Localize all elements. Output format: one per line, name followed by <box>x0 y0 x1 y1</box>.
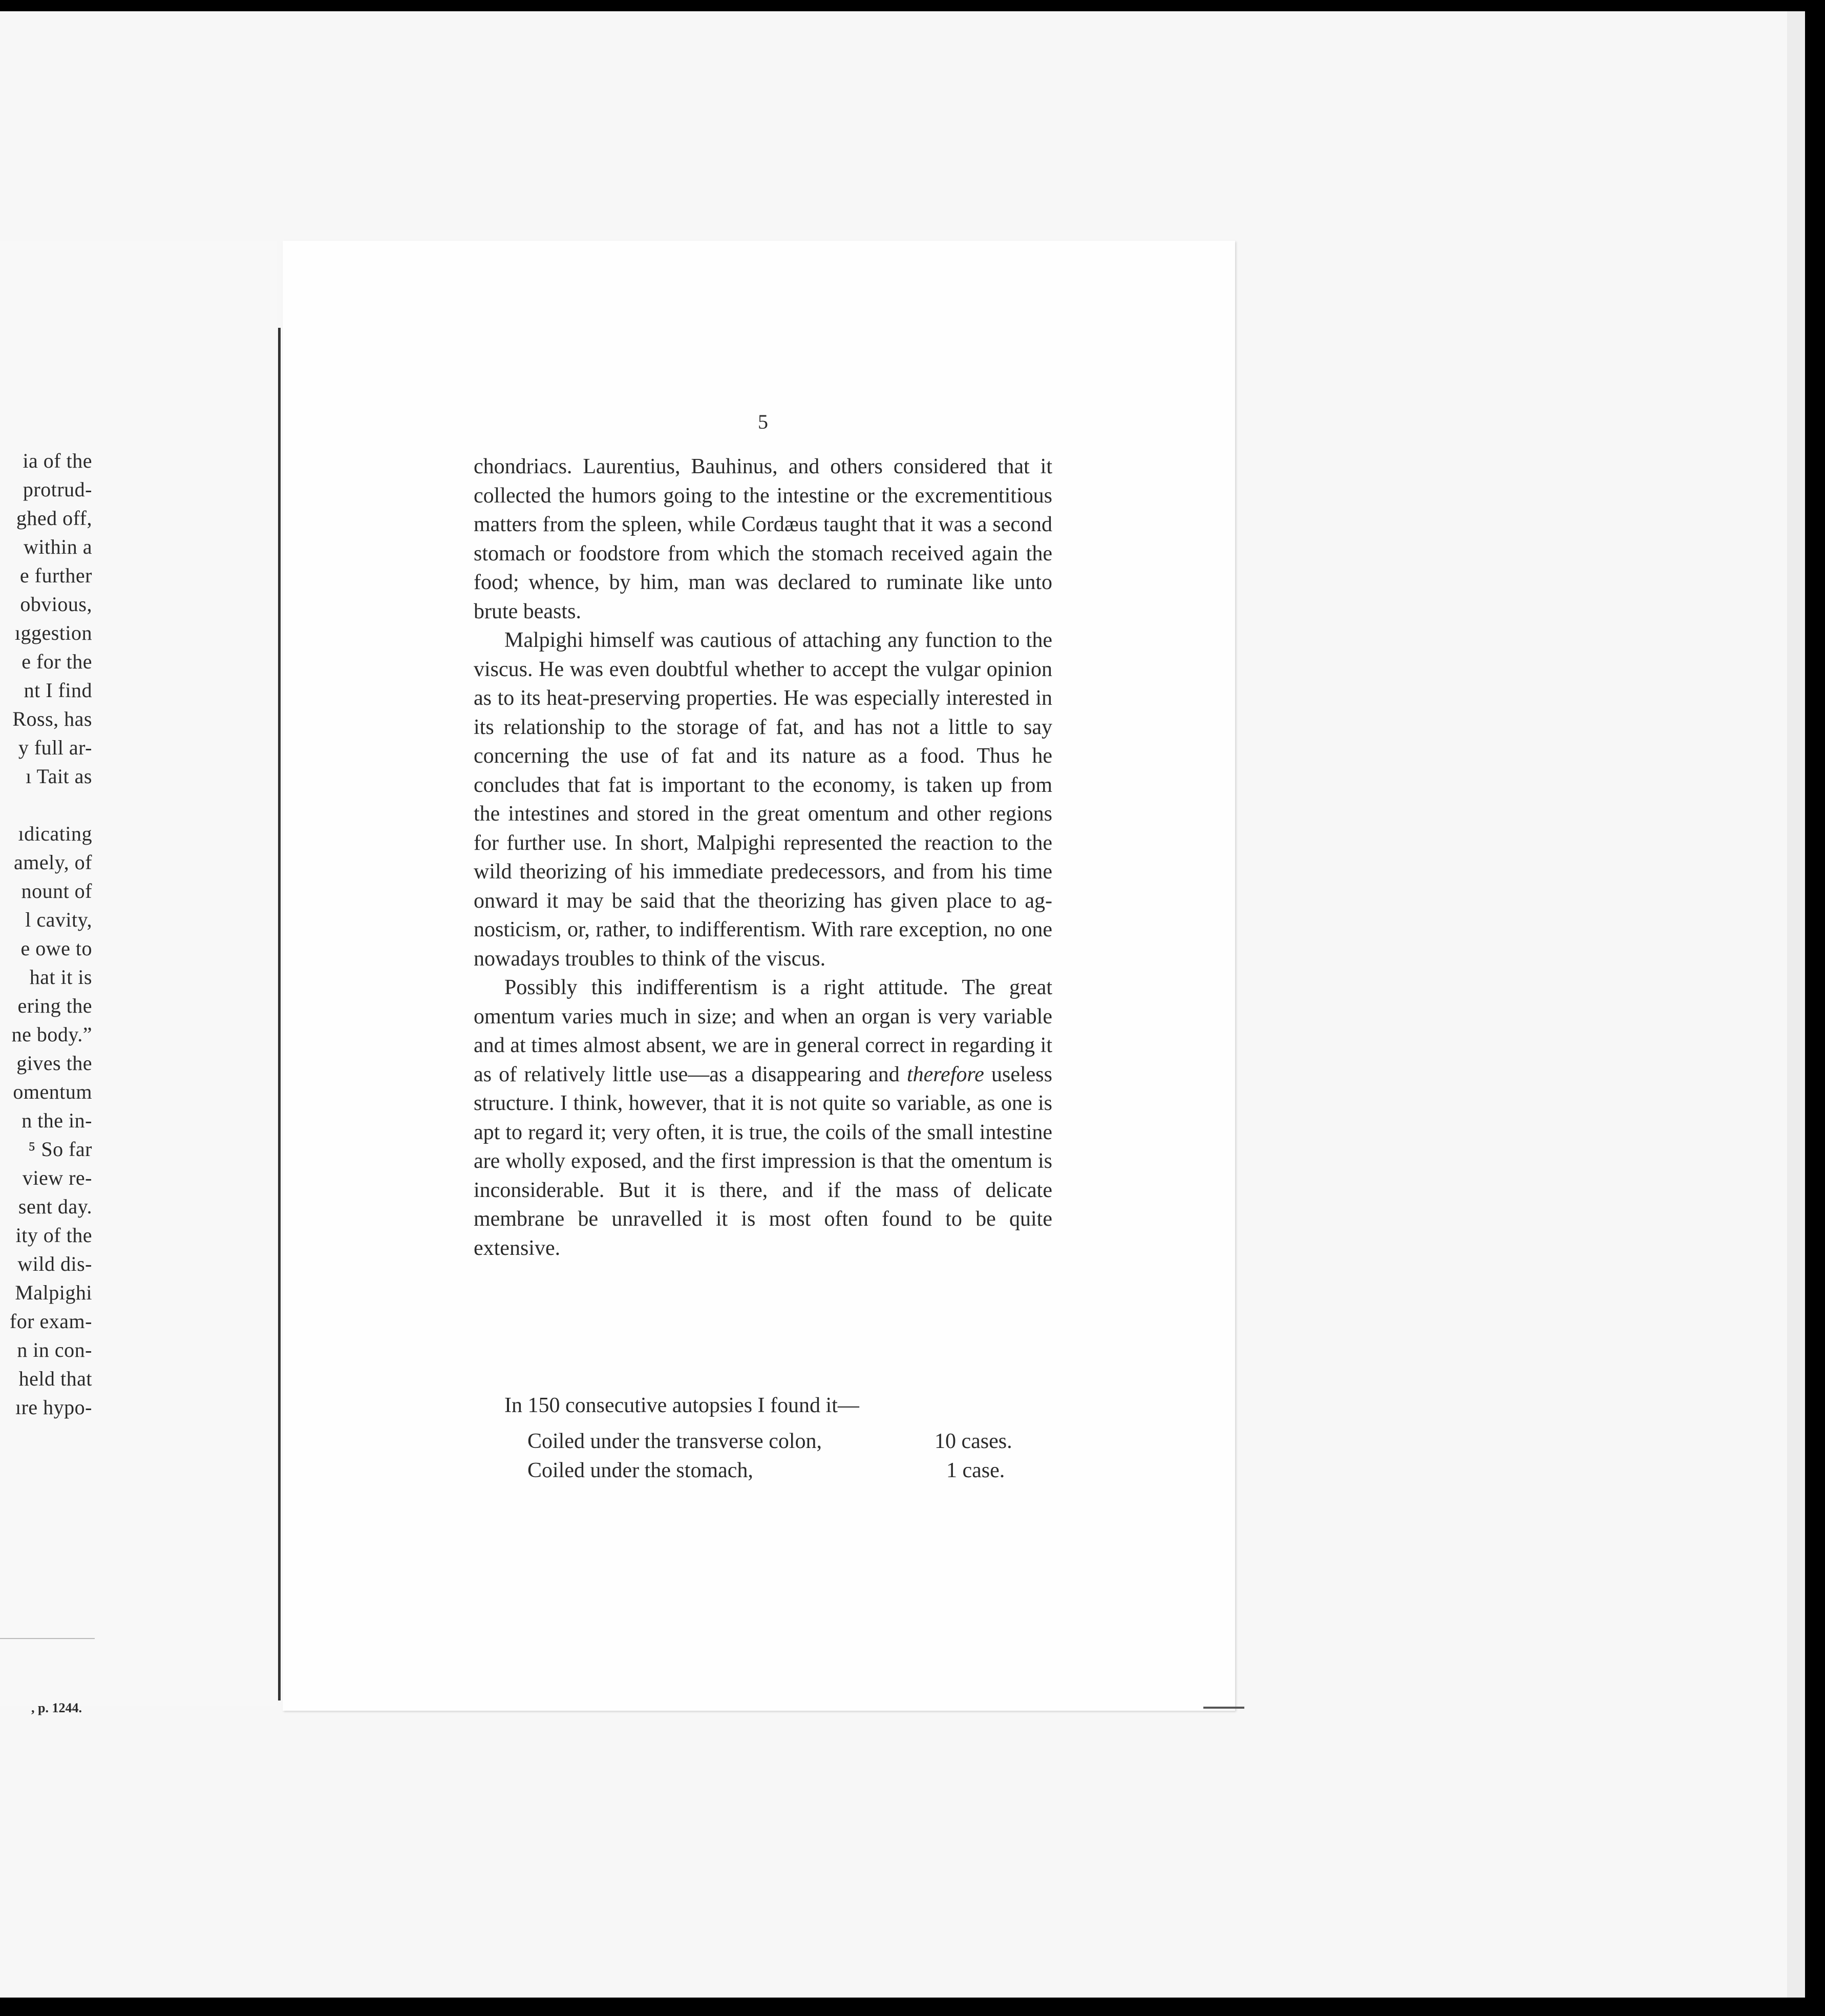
page-number: 5 <box>758 410 768 433</box>
left-page-line: amely, of <box>14 851 92 874</box>
left-page-line: e further <box>19 564 92 587</box>
paragraph-1: chondriacs. Laurentius, Bauhinus, and others considered that it collected the humors going to the intestine or the excrementitious matters from the spleen, while Cordæus taught that it was a second stomach or foodstore from which the stomach received again the food; whence, by him, man was declared to ruminate like unto brute beasts. <box>474 455 1052 623</box>
paragraph-3 <box>474 973 1052 1263</box>
left-page-line: Malpighi <box>15 1281 92 1304</box>
gutter-shadow-line <box>278 328 281 1700</box>
scan-border-right <box>1805 0 1825 2016</box>
left-page-footnote: , p. 1244. <box>31 1700 82 1715</box>
left-page-line: wild dis- <box>17 1252 92 1275</box>
left-page-line: y full ar- <box>18 736 92 759</box>
left-page-line: ıdicating <box>18 822 92 845</box>
left-page-line: gives the <box>16 1052 92 1075</box>
left-page-line: ering the <box>17 994 92 1017</box>
left-page-text-column <box>0 447 92 1422</box>
left-page-line: ghed off, <box>16 507 92 530</box>
scan-border-top <box>0 0 1825 11</box>
left-page-line: Ross, has <box>12 707 92 730</box>
left-page-line: ıre hypo- <box>15 1396 92 1419</box>
left-page-line: held that <box>18 1367 92 1390</box>
page-edge-mark <box>1203 1707 1244 1709</box>
left-page-line: ia of the <box>23 449 92 472</box>
left-page-line: ity of the <box>15 1224 92 1247</box>
left-facing-page <box>0 241 277 1715</box>
case-description: Coiled under the transverse colon, <box>527 1430 822 1453</box>
left-page-line: view re- <box>22 1166 92 1189</box>
left-page-line: hat it is <box>29 965 92 989</box>
left-page-line: n in con- <box>17 1338 92 1361</box>
left-page-line <box>0 791 92 820</box>
left-page-line: obvious, <box>20 593 92 616</box>
left-page-line: nt I find <box>24 679 92 702</box>
paragraph-2: Malpighi himself was cautious of attaching any function to the viscus. He was even doubtful whether to accept the vulgar opinion as to its heat-preserving properties. He was especially interested in its relationship to the storage of fat, and has not a little to say concerning the use of fat and its nature as a food. Thus he concludes that fat is important to the economy, is taken up from the intestines and stored in the great omentum and other regions for further use. In short, Malpighi represented the reaction to the wild theorizing of his immediate predecessors, and from his time onward it may be said that the theorizing has given place to agnosticism, or, rather, to indifferentism. With rare exception, no one nowadays troubles to think of the viscus. <box>474 628 1052 971</box>
body-text <box>474 452 1052 1263</box>
scan-border-bottom <box>0 1998 1825 2016</box>
left-page-line: ı Tait as <box>26 765 92 788</box>
emphasis-therefore: therefore <box>906 1062 984 1086</box>
left-page-line: e owe to <box>20 937 92 960</box>
paragraph-3-text: Possibly this indifferentism is a right attitude. The great omentum varies much in size; and when an organ is very variable and at times almost absent, we are in general correct in regarding it as of relatively little use—as a disappearing and <box>474 976 1052 1086</box>
left-page-line: ne body.” <box>11 1023 92 1046</box>
left-page-line: for exam- <box>9 1310 92 1333</box>
autopsy-intro: In 150 consecutive autopsies I found it— <box>504 1394 859 1417</box>
left-page-line: l cavity, <box>25 908 92 931</box>
footnote-rule <box>0 1638 95 1639</box>
case-description: Coiled under the stomach, <box>527 1459 753 1482</box>
left-page-line: protrud- <box>23 478 92 501</box>
left-page-line: omentum <box>13 1080 92 1103</box>
paragraph-3-text-cont: useless structure. I think, however, that it is not quite so variable, as one is apt to regard it; very often, it is true, the coils of the small intestine are wholly exposed, and the first impression is that the omentum is inconsiderable. But it is there, and if the mass of delicate membrane be unravelled it is most often found to be quite extensive. <box>474 1062 1052 1260</box>
case-count: 10 cases. <box>935 1430 1012 1453</box>
left-page-line: n the in- <box>22 1109 92 1132</box>
left-page-line: ıggestion <box>14 621 92 644</box>
paper-edge-right <box>1787 11 1805 1998</box>
left-page-line: nount of <box>21 879 92 902</box>
left-page-line: ⁵ So far <box>28 1138 92 1161</box>
left-page-line: sent day. <box>18 1195 92 1218</box>
left-page-line: e for the <box>22 650 92 673</box>
left-page-line: within a <box>24 535 92 558</box>
case-count: 1 case. <box>946 1459 1005 1482</box>
